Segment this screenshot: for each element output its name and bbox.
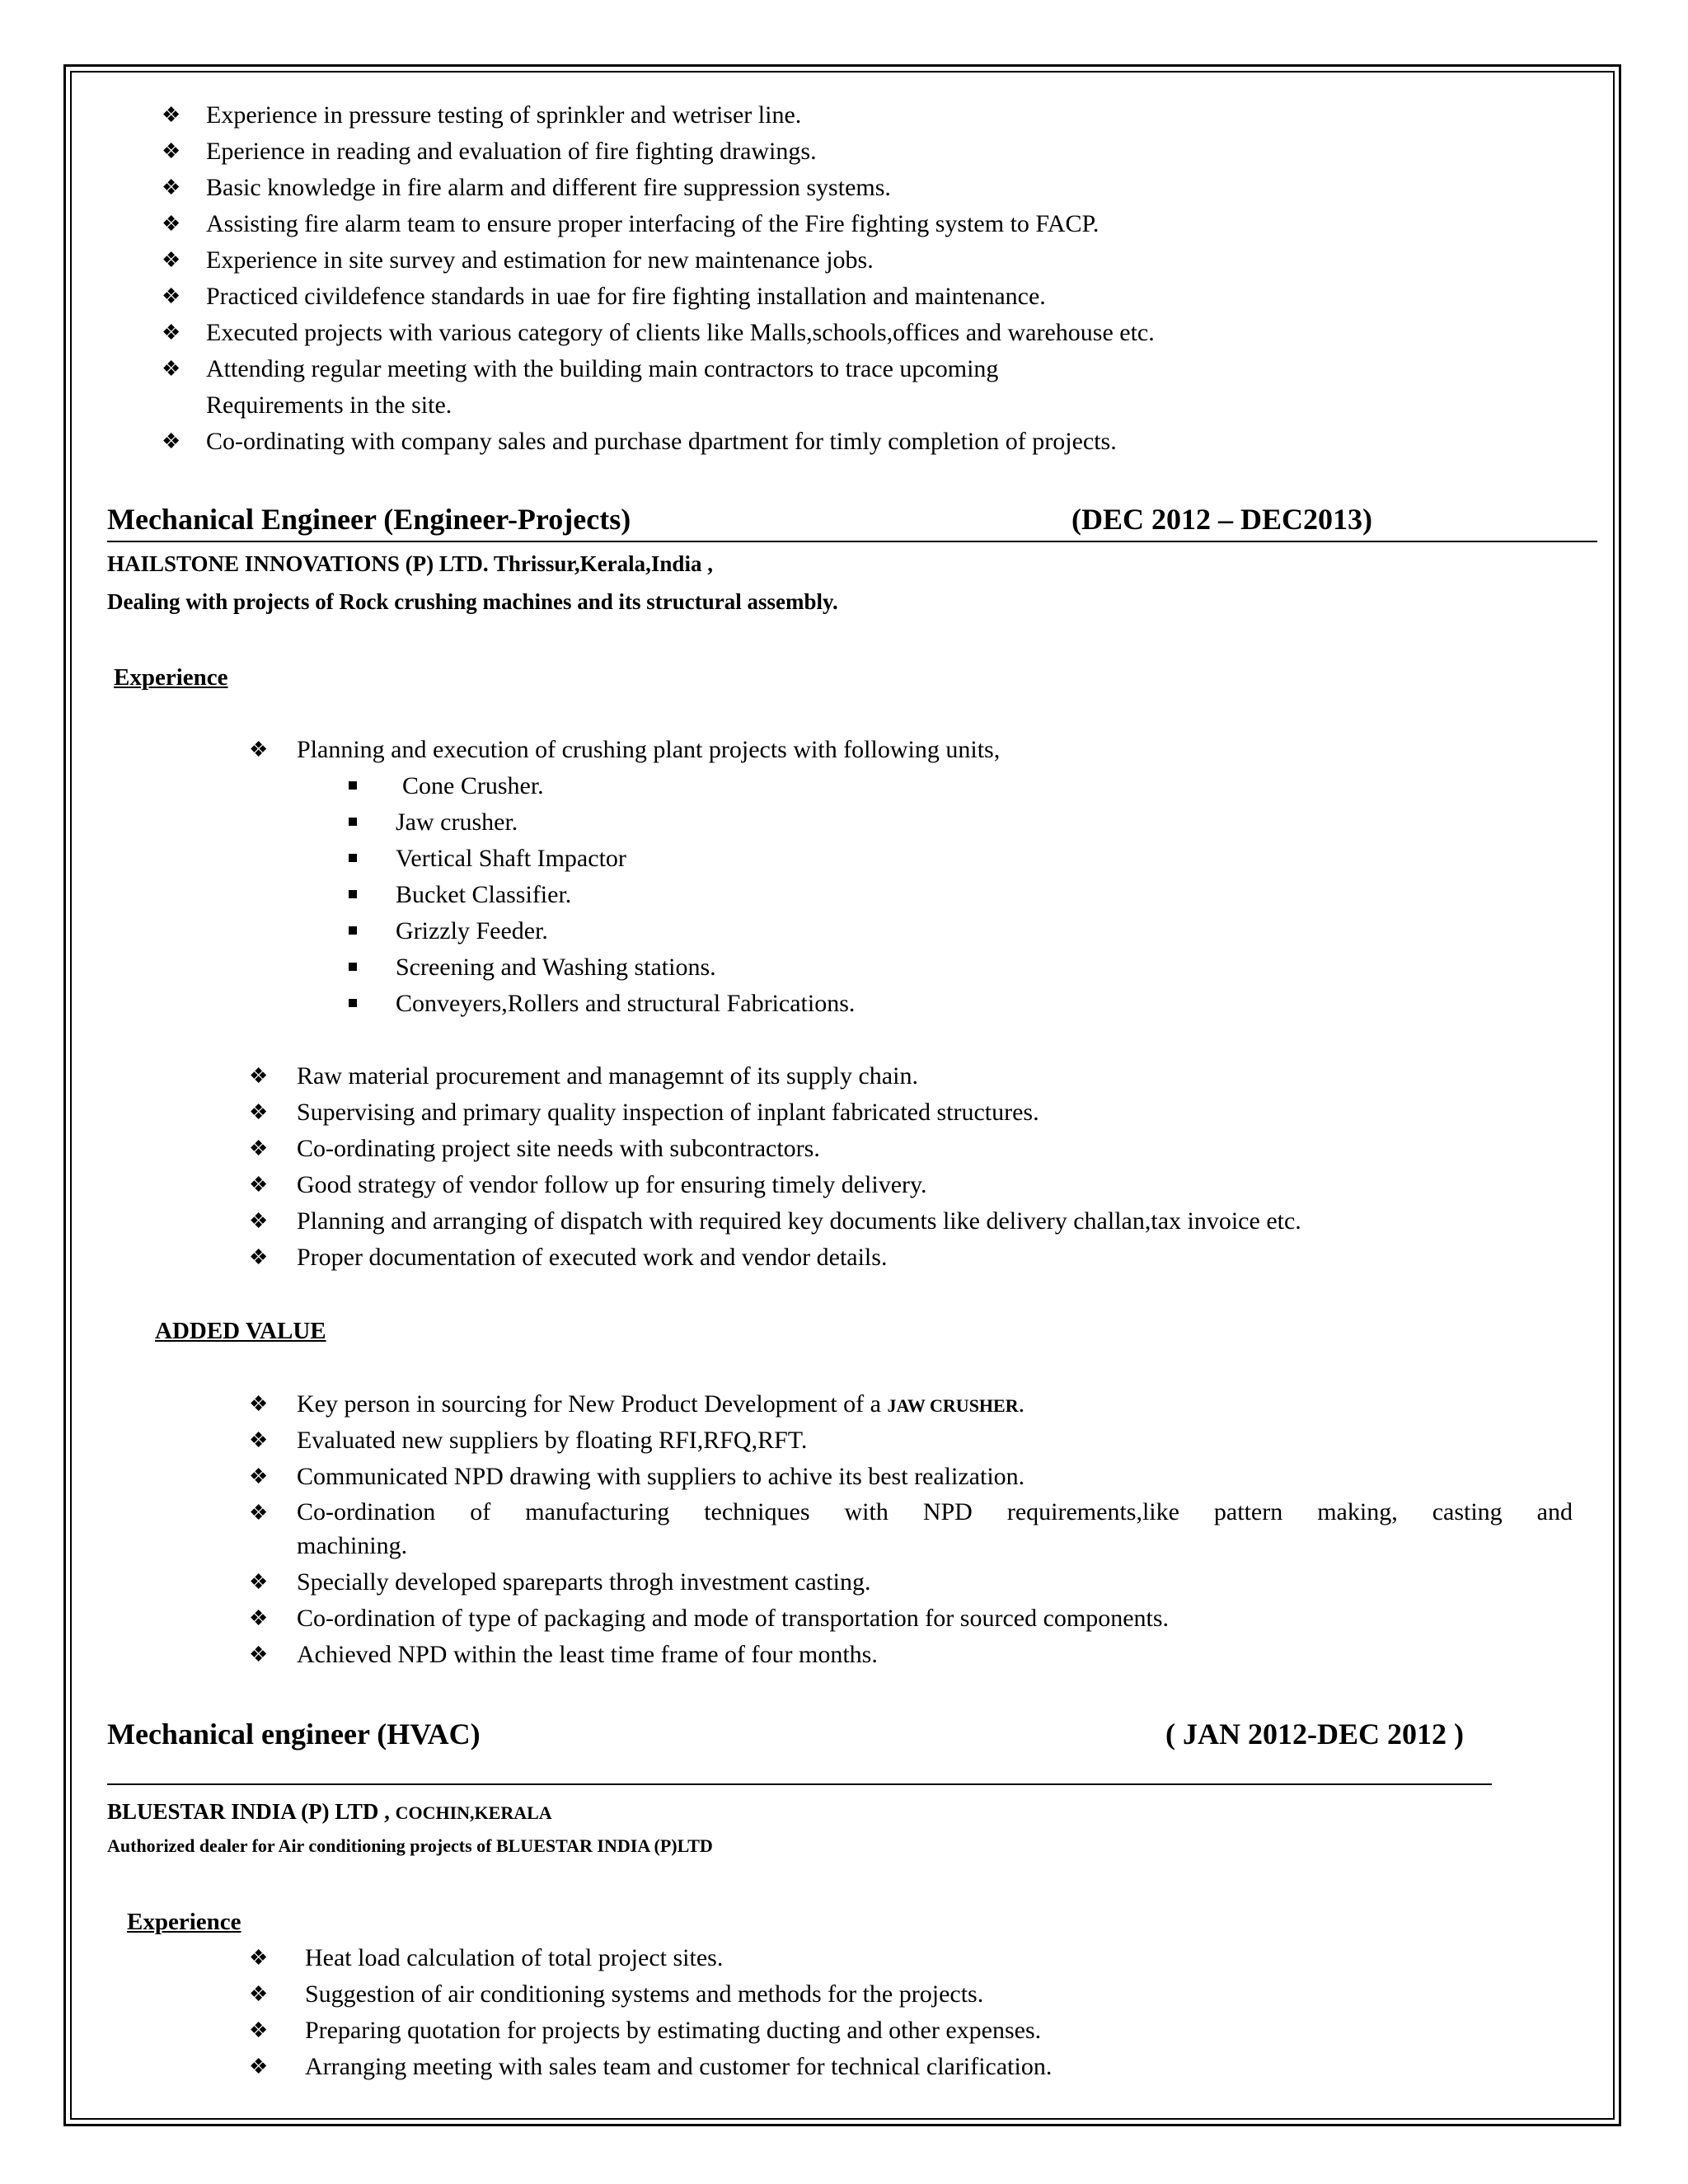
list-item: Experience in site survey and estimation for new maintenance jobs.	[206, 246, 874, 274]
list-item: Co-ordinating with company sales and purchase dpartment for timly completion of projects.	[206, 428, 1117, 455]
experience-heading: Experience	[127, 1909, 241, 1935]
product-name: JAW CRUSHER	[887, 1395, 1019, 1416]
section-divider	[107, 541, 1597, 542]
list-item-continuation: machining.	[297, 1532, 408, 1559]
bullet-diamond-icon: ❖	[249, 1501, 269, 1525]
list-item: Evaluated new suppliers by floating RFI,RFQ,RFT.	[297, 1427, 808, 1454]
list-item-continuation: Requirements in the site.	[206, 391, 452, 419]
sublist-item: Vertical Shaft Impactor	[396, 845, 626, 872]
bullet-diamond-icon: ❖	[249, 1643, 269, 1666]
bullet-diamond-icon: ❖	[249, 1137, 269, 1160]
job-dates: (DEC 2012 – DEC2013)	[1071, 503, 1372, 536]
sublist-item: Bucket Classifier.	[396, 881, 572, 908]
company-location: COCHIN,KERALA	[395, 1802, 552, 1823]
list-item: Suggestion of air conditioning systems and methods for the projects.	[305, 1980, 984, 2008]
company-description: Authorized dealer for Air conditioning projects of BLUESTAR INDIA (P)LTD	[107, 1835, 713, 1856]
bullet-diamond-icon: ❖	[249, 1209, 269, 1233]
square-bullet-icon	[349, 963, 357, 971]
bullet-diamond-icon: ❖	[249, 1465, 269, 1488]
bullet-diamond-icon: ❖	[162, 103, 181, 127]
list-item: Executed projects with various category of clients like Malls,schools,offices and warehouse etc.	[206, 319, 1155, 346]
bullet-diamond-icon: ❖	[249, 1570, 269, 1594]
bullet-diamond-icon: ❖	[249, 1173, 269, 1197]
list-item: Co-ordinating project site needs with subcontractors.	[297, 1135, 820, 1162]
list-item: Good strategy of vendor follow up for ensuring timely delivery.	[297, 1171, 927, 1198]
bullet-diamond-icon: ❖	[162, 139, 181, 163]
list-item: Experience in pressure testing of sprinkler and wetriser line.	[206, 101, 802, 129]
bullet-diamond-icon: ❖	[249, 2055, 269, 2079]
bullet-diamond-icon: ❖	[162, 357, 181, 381]
list-item: Raw material procurement and managemnt of its supply chain.	[297, 1062, 918, 1090]
bullet-diamond-icon: ❖	[162, 212, 181, 236]
square-bullet-icon	[349, 890, 357, 898]
company-name-text: BLUESTAR INDIA (P) LTD ,	[107, 1799, 390, 1824]
bullet-diamond-icon: ❖	[249, 1245, 269, 1269]
bullet-diamond-icon: ❖	[249, 2018, 269, 2042]
square-bullet-icon	[349, 999, 357, 1007]
list-item: Attending regular meeting with the building main contractors to trace upcoming	[206, 355, 999, 382]
list-item: Achieved NPD within the least time frame of four months.	[297, 1641, 878, 1668]
list-item: Practiced civildefence standards in uae for fire fighting installation and maintenance.	[206, 283, 1046, 310]
list-item: Co-ordination of type of packaging and mode of transportation for sourced components.	[297, 1605, 1170, 1632]
list-item: Planning and arranging of dispatch with required key documents like delivery challan,tax invoice etc.	[297, 1207, 1301, 1235]
list-item: Planning and execution of crushing plant projects with following units,	[297, 736, 1001, 763]
job-dates: ( JAN 2012-DEC 2012 )	[1165, 1718, 1464, 1750]
bullet-diamond-icon: ❖	[162, 176, 181, 199]
company-name	[107, 1798, 552, 1826]
bullet-diamond-icon: ❖	[249, 1064, 269, 1088]
bullet-diamond-icon: ❖	[249, 1392, 269, 1416]
bullet-diamond-icon: ❖	[162, 248, 181, 272]
bullet-diamond-icon: ❖	[249, 1946, 269, 1970]
list-item: Preparing quotation for projects by estimating ducting and other expenses.	[305, 2017, 1042, 2044]
bullet-diamond-icon: ❖	[162, 321, 181, 344]
sublist-item: Conveyers,Rollers and structural Fabrications.	[396, 990, 856, 1017]
section-divider	[107, 1783, 1492, 1785]
job-title: Mechanical engineer (HVAC)	[107, 1718, 481, 1750]
bullet-diamond-icon: ❖	[249, 1428, 269, 1452]
added-value-text: Key person in sourcing for New Product Development of a	[297, 1390, 888, 1418]
company-name: HAILSTONE INNOVATIONS (P) LTD. Thrissur,Kerala,India ,	[107, 551, 713, 576]
sublist-item: Jaw crusher.	[396, 808, 518, 836]
company-description: Dealing with projects of Rock crushing machines and its structural assembly.	[107, 589, 838, 614]
bullet-diamond-icon: ❖	[249, 1100, 269, 1124]
added-value-suffix: .	[1018, 1390, 1025, 1418]
list-item: Proper documentation of executed work and vendor details.	[297, 1244, 888, 1271]
list-item: Eperience in reading and evaluation of fire fighting drawings.	[206, 138, 817, 165]
square-bullet-icon	[349, 926, 357, 935]
list-item	[297, 1390, 1025, 1421]
list-item: Supervising and primary quality inspection of inplant fabricated structures.	[297, 1099, 1039, 1126]
sublist-item: Screening and Washing stations.	[396, 954, 716, 981]
sublist-item: Cone Crusher.	[402, 772, 544, 799]
job-title: Mechanical Engineer (Engineer-Projects)	[107, 503, 631, 536]
experience-heading: Experience	[114, 664, 228, 691]
sublist-item: Grizzly Feeder.	[396, 917, 548, 944]
square-bullet-icon	[349, 854, 357, 862]
list-item: Arranging meeting with sales team and customer for technical clarification.	[305, 2053, 1053, 2080]
bullet-diamond-icon: ❖	[249, 1982, 269, 2006]
bullet-diamond-icon: ❖	[249, 1606, 269, 1630]
bullet-diamond-icon: ❖	[249, 738, 269, 762]
square-bullet-icon	[349, 781, 357, 790]
added-value-heading: ADDED VALUE	[155, 1318, 326, 1344]
square-bullet-icon	[349, 818, 357, 826]
bullet-diamond-icon: ❖	[162, 429, 181, 453]
list-item: Communicated NPD drawing with suppliers to achive its best realization.	[297, 1463, 1025, 1490]
list-item: Assisting fire alarm team to ensure proper interfacing of the Fire fighting system to FACP.	[206, 210, 1100, 237]
list-item: Co-ordination of manufacturing techniques with NPD requirements,like pattern making, casting and	[297, 1498, 1573, 1526]
list-item: Heat load calculation of total project sites.	[305, 1944, 724, 1971]
list-item: Basic knowledge in fire alarm and different fire suppression systems.	[206, 174, 891, 201]
list-item: Specially developed spareparts throgh investment casting.	[297, 1568, 871, 1596]
bullet-diamond-icon: ❖	[162, 284, 181, 308]
